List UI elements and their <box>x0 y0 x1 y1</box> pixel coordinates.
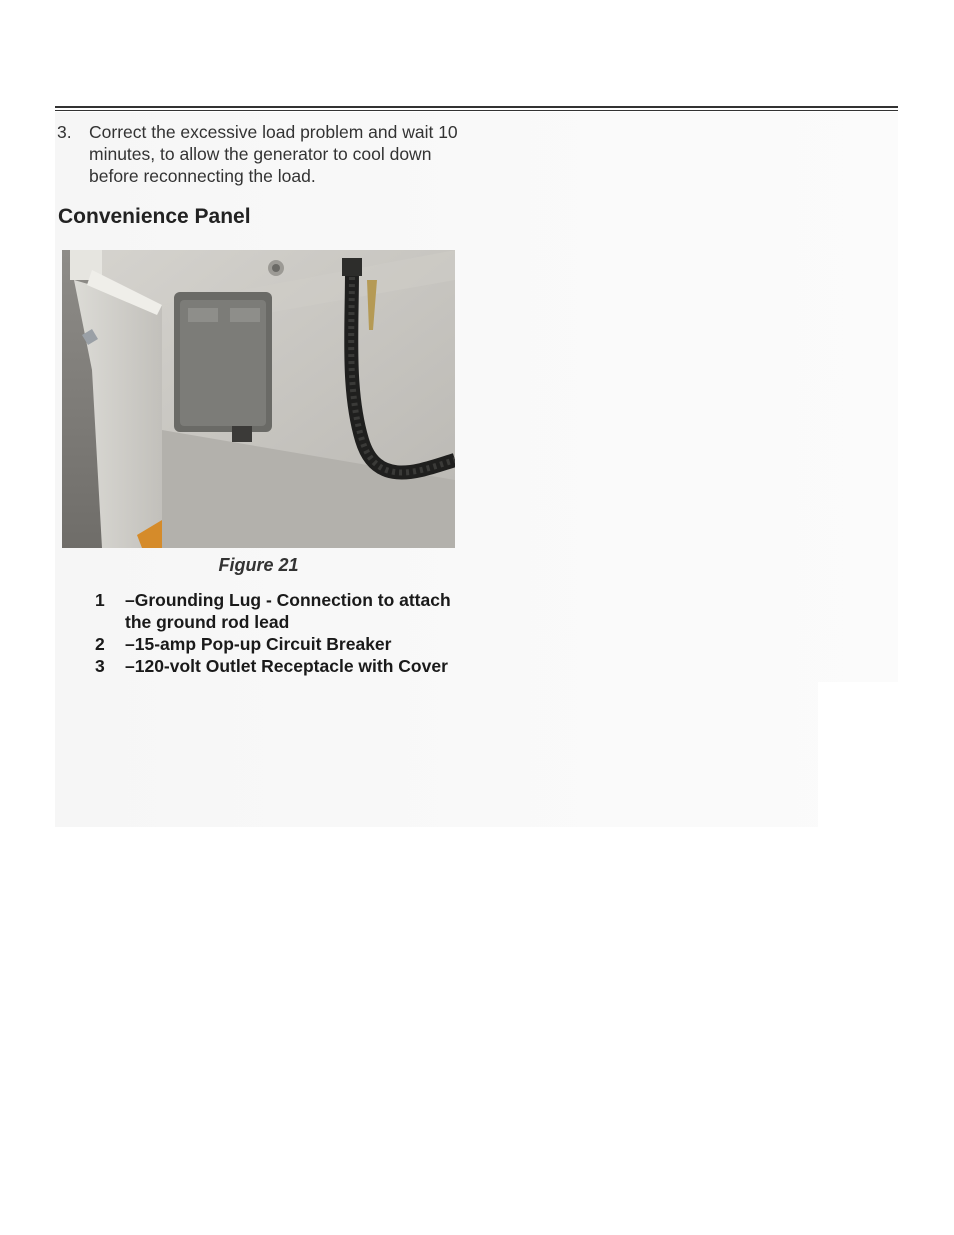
figure-caption: Figure 21 <box>218 555 299 575</box>
figure-legend <box>95 589 455 677</box>
legend-text: –Grounding Lug - Connection to attach the ground rod lead <box>125 590 451 632</box>
legend-number: 1 <box>95 590 105 610</box>
step-number: 3. <box>57 122 72 142</box>
legend-item <box>95 589 455 633</box>
legend-item <box>95 655 455 677</box>
legend-number: 2 <box>95 634 105 654</box>
section-heading: Convenience Panel <box>58 205 251 228</box>
legend-text: –120-volt Outlet Receptacle with Cover <box>125 656 448 676</box>
header-rule <box>55 106 898 111</box>
legend-item <box>95 633 455 655</box>
convenience-panel-photo <box>62 250 455 548</box>
legend-text: –15-amp Pop-up Circuit Breaker <box>125 634 392 654</box>
legend-number: 3 <box>95 656 105 676</box>
step-text: Correct the excessive load problem and wait 10 minutes, to allow the generator to cool down before reconnecting the load. <box>89 122 458 186</box>
